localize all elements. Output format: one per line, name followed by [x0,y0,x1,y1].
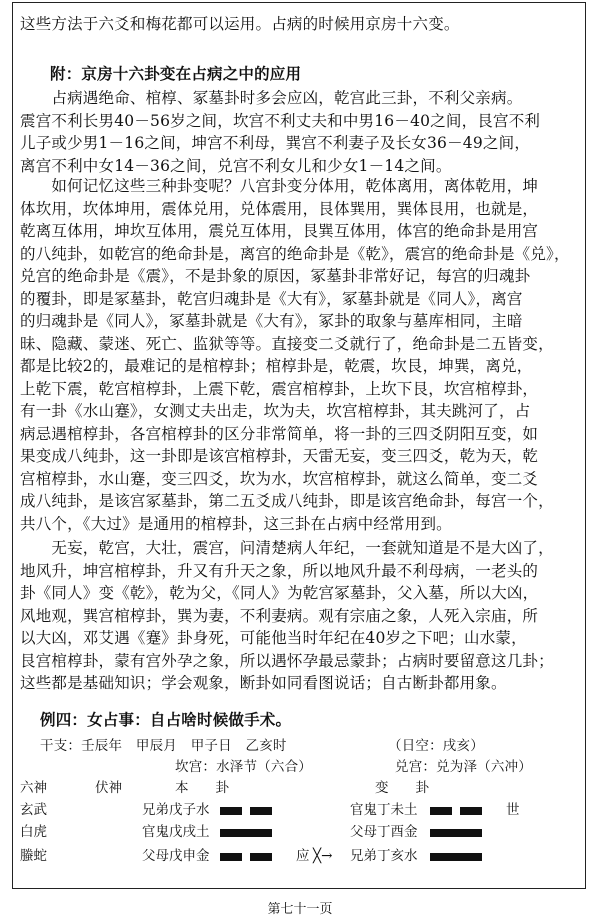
paragraph3-line: 无妄，乾宫，大壮，震宫，问清楚病人年纪，一套就知道是不是大凶了， [20,539,554,557]
shi-marker: 世 [506,802,520,818]
gua-line-row [20,846,580,866]
paragraph2-line: 的八纯卦，如乾宫的绝命卦是，离宫的绝命卦是《乾》，震宫的绝命卦是《兑》， [20,244,570,263]
ben-yao-label: 兄弟戊子水 [142,802,210,818]
bian-yao-line [430,822,482,842]
paragraph2-line: 病忌遇棺椁卦，各宫棺椁卦的区分非常简单，将一卦的三四爻阴阳互变，如 [20,424,539,443]
bian-yao-label: 官鬼丁未土 [350,802,418,818]
yao-bar [220,807,272,815]
paragraph2-line: 有一卦《水山蹇》，女测丈夫出走，坎为夫，坎宫棺椁卦，其夫跳河了，占 [20,402,531,420]
paragraph2-line: 宫棺椁卦，水山蹇，变三四爻，坎为水，坎宫棺椁卦，就这么简单，变二爻 [20,469,539,488]
paragraph1-line: 离宫不利中女14－36之间，兑宫不利女儿和少女1－14之间。 [20,156,452,175]
page-number: 第七十一页 [267,902,333,917]
liushen-label: 玄武 [20,802,47,818]
yao-bar [220,829,272,837]
paragraph2-line: 的归魂卦是《同人》，冢墓卦就是《大有》，冢卦的取象与墓库相同，主暗 [20,312,523,330]
paragraph2-line: 的覆卦，即是冢墓卦，乾宫归魂卦是《大有》，冢墓卦就是《同人》，离宫 [20,289,523,308]
ben-yao-line [220,800,272,820]
ben-yao-line [220,846,272,866]
liushen-label: 螣蛇 [20,848,47,864]
change-arrow: ╳→ [313,848,333,864]
paragraph2-line: 成八纯卦，是该宫冢墓卦，第二五爻成八纯卦，即是该宫绝命卦，每宫一个， [20,492,554,510]
gua-line-row [20,822,580,842]
paragraph2-line: 兑宫的绝命卦是《震》，不是卦象的原因，冢墓卦非常好记，每宫的归魂卦 [20,267,531,285]
yao-bar [220,853,272,861]
yao-bar [430,829,482,837]
example-ganzhi: 干支：壬辰年 甲辰月 甲子日 乙亥时 [40,738,287,754]
ben-yao-label: 父母戊申金 [142,848,210,864]
example-title: 例四：女占事：自占啥时候做手术。 [40,710,292,729]
paragraph2-line: 都是比较2的，最难记的是棺椁卦；棺椁卦是，乾震，坎艮，坤巽，离兑， [20,357,533,375]
bian-yao-line [430,846,482,866]
paragraph2-line: 如何记忆这些三种卦变呢？八宫卦变分体用，乾体离用，离体乾用，坤 [20,177,539,195]
paragraph3-line: 这些都是基础知识；学会观象，断卦如同看图说话；自古断卦都用象。 [20,674,507,692]
paragraph2-line: 体坎用，坎体坤用，震体兑用，兑体震用，艮体巽用，巽体艮用，也就是， [20,199,539,218]
paragraph2-line: 上乾下震，乾宫棺椁卦，上震下乾，震宫棺椁卦，上坎下艮，坎宫棺椁卦， [20,379,539,398]
intro-line: 这些方法于六爻和梅花都可以运用。占病的时候用京房十六变。 [20,15,460,33]
paragraph2-line: 果变成八纯卦，这一卦即是该宫棺椁卦，天雷无妄，变三四爻，乾为天，乾 [20,447,539,465]
header-ben: 本 卦 [175,780,229,796]
gua-line-row [20,800,580,820]
section-heading: 附：京房十六卦变在占病之中的应用 [50,64,302,83]
ben-yao-line [220,822,272,842]
paragraph1-line: 占病遇绝命、棺椁、冢墓卦时多会应凶，乾宫此三卦，不利父亲病。 [20,89,523,107]
paragraph2-line: 昧、隐藏、蒙迷、死亡、监狱等等。直接变二爻就行了，绝命卦是二五皆变， [20,334,554,353]
paragraph3-line: 地风升，坤宫棺椁卦，升又有升天之象，所以地风升最不利母病，一老头的 [20,561,539,580]
ben-yao-label: 官鬼戊戌土 [142,824,210,840]
paragraph2-line: 乾离互体用，坤坎互体用，震兑互体用，艮巽互体用，体宫的绝命卦是用宫 [20,222,539,240]
paragraph1-line: 儿子或少男1－16之间，坤宫不利母，巽宫不利妻子及长女36－49之间， [20,134,531,152]
paragraph1-line: 震宫不利长男40－56岁之间，坎宫不利丈夫和中男16－40之间，艮宫不利 [20,111,541,130]
bian-yao-label: 兄弟丁亥水 [350,848,418,864]
paragraph3-line: 以大凶，邓艾遇《蹇》卦身死，可能他当时年纪在40岁之下吧；山水蒙， [20,629,527,647]
paragraph3-line: 卦《同人》变《乾》，乾为父，《同人》为乾宫冢墓卦，父入墓，所以大凶， [20,584,539,602]
paragraph3-line: 风地观，巽宫棺椁卦，巽为妻，不利妻病。观有宗庙之象，人死入宗庙，所 [20,606,539,625]
gua-header-row [20,778,580,798]
paragraph2-line: 共八个，《大过》是通用的棺椁卦，这三卦在占病中经常用到。 [20,514,452,533]
liushen-label: 白虎 [20,824,47,840]
paragraph3-line: 艮宫棺椁卦，蒙有宫外孕之象，所以遇怀孕最忌蒙卦；占病时要留意这几卦； [20,651,554,670]
bian-yao-line [430,800,482,820]
example-kongwang: （日空：戌亥） [388,738,484,754]
header-liushen: 六神 [20,780,47,796]
ying-marker: 应 [296,848,310,864]
yao-bar [430,807,482,815]
yao-bar [430,853,482,861]
header-bian: 变 卦 [375,780,429,796]
ben-gong: 坎宫：水泽节（六合） [175,759,312,775]
bian-gong: 兑宫：兑为泽（六冲） [395,759,532,775]
bian-yao-label: 父母丁酉金 [350,824,418,840]
header-fushen: 伏神 [95,780,122,796]
